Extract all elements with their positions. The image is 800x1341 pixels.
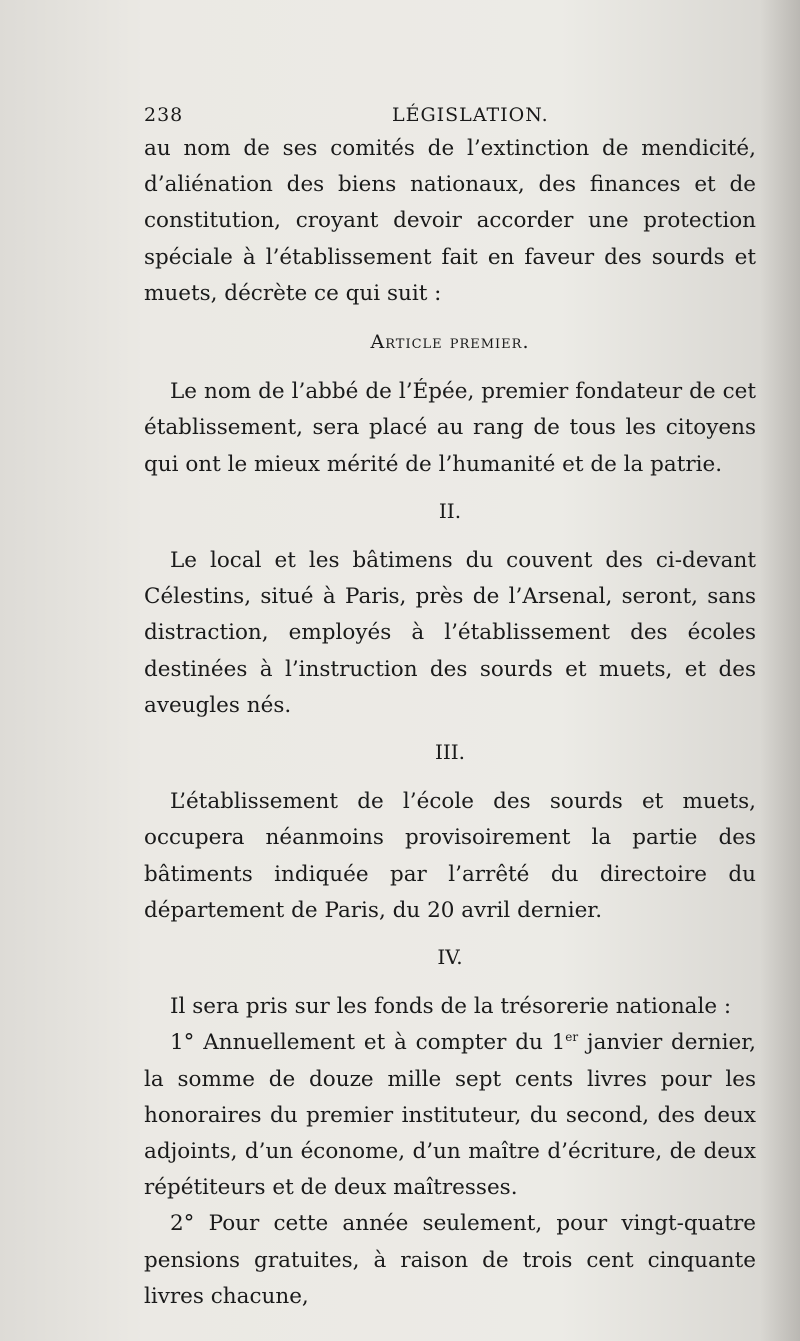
page-edge-shadow — [760, 0, 800, 1341]
paragraph-article-1: Le nom de l’abbé de l’Épée, premier fondateur de cet établissement, sera placé au rang de tous les citoyens qui ont le mieux mérité de l’humanité et de la patrie. — [144, 379, 756, 477]
page-number: 238 — [144, 104, 184, 126]
ordinal-superscript: er — [565, 1030, 579, 1045]
item-1-suffix: janvier dernier, la somme de douze mille sept cents livres pour les honoraires du premier instituteur, du second, des deux adjoints, d’un économe, d’un maître d’écriture, de deux répétiteurs et de deux maîtresses. — [144, 1030, 756, 1201]
paragraph-article-4-intro: Il sera pris sur les fonds de la trésorerie nationale : — [170, 994, 732, 1020]
article-iii-heading: III. — [434, 740, 466, 765]
paragraph-article-3: L’établissement de l’école des sourds et muets, occupera néanmoins provisoirement la partie des bâtiments indiquée par l’arrêté du directoire du département de Paris, du 20 avril dernier. — [144, 789, 756, 923]
running-head: LÉGISLATION. — [392, 104, 549, 126]
paragraph-article-2: Le local et les bâtimens du couvent des ci-devant Célestins, situé à Paris, près de l’Arsenal, seront, sans distraction, employés à l’établissement des écoles destinées à l’instruction des sourds et muets, et des aveugles nés. — [144, 548, 756, 718]
paragraph-article-4-item-1 — [144, 1025, 756, 1206]
item-1-prefix: 1° Annuellement et à compter du 1 — [170, 1030, 566, 1056]
page-header — [144, 95, 756, 131]
paragraph-article-4-item-2: 2° Pour cette année seulement, pour vingt-quatre pensions gratuites, à raison de trois cent cinquante livres chacune, — [144, 1211, 756, 1309]
article-premier-heading: Article premier. — [370, 331, 530, 354]
text-column — [144, 95, 756, 1315]
article-iv-heading: IV. — [437, 945, 463, 970]
article-ii-heading: II. — [438, 498, 462, 523]
paragraph-preamble: au nom de ses comités de l’extinction de mendicité, d’aliénation des biens nationaux, des finances et de constitution, croyant devoir accorder une protection spéciale à l’établissement fait en faveur des sourds et muets, décrète ce qui suit : — [144, 136, 756, 306]
